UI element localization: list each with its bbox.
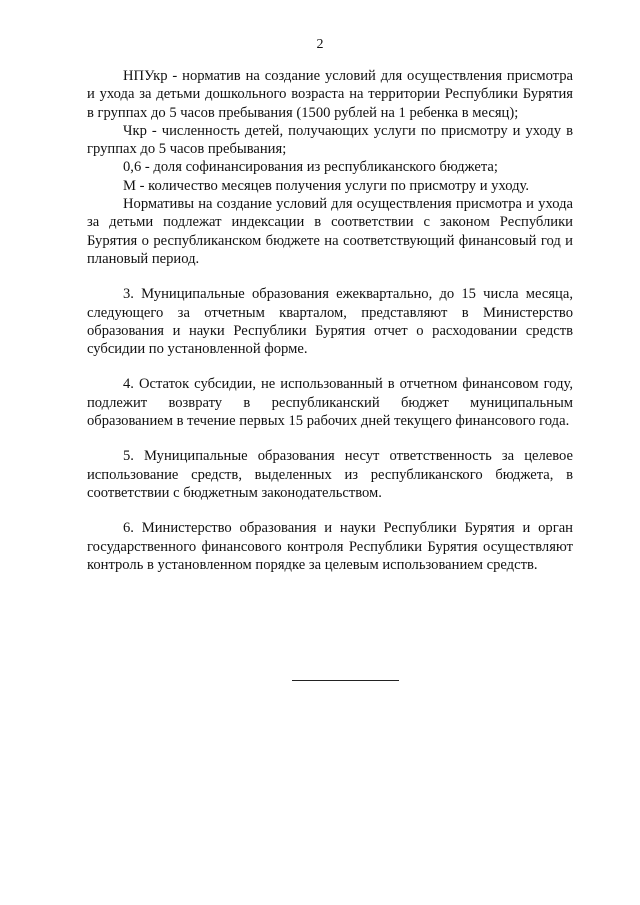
page-number: 2 <box>316 37 324 52</box>
indexation-paragraph: Нормативы на создание условий для осуществления присмотра и ухода за детьми подлежат индексации в соответствии с законом Республики Бурятия о республиканском бюджете на соответствующий финансовый год и плановый период. <box>87 196 573 267</box>
paragraph-gap <box>87 502 573 519</box>
paragraph-gap <box>87 430 573 447</box>
clause-4: 4. Остаток субсидии, не использованный в отчетном финансовом году, подлежит возврату в республиканский бюджет муниципальным образованием в течение первых 15 рабочих дней текущего финансового года. <box>87 376 573 430</box>
legend-cofinancing-share: 0,6 - доля софинансирования из республиканского бюджета; <box>123 159 498 176</box>
clause-3: 3. Муниципальные образования ежеквартально, до 15 числа месяца, следующего за отчетным кварталом, представляют в Министерство образования и науки Республики Бурятия отчет о расходовании средств субсидии по установленной форме. <box>87 286 573 358</box>
paragraph-gap <box>87 268 573 285</box>
clause-5: 5. Муниципальные образования несут ответственность за целевое использование средств, выделенных из республиканского бюджета, в соответствии с бюджетным законодательством. <box>87 448 573 501</box>
paragraph-gap <box>87 358 573 375</box>
clause-6: 6. Министерство образования и науки Республики Бурятия и орган государственного финансового контроля Республики Бурятия осуществляют контроль в установленном порядке за целевым использованием средств. <box>87 520 573 573</box>
legend-chkr: Чкр - численность детей, получающих услуги по присмотру и уходу в группах до 5 часов пребывания; <box>87 122 573 158</box>
legend-months: М - количество месяцев получения услуги по присмотру и уходу. <box>123 177 530 194</box>
legend-npukr: НПУкр - норматив на создание условий для осуществления присмотра и ухода за детьми дошкольного возраста на территории Республики Бурятия в группах до 5 часов пребывания (1500 рублей на 1 ребенка в месяц); <box>87 68 573 121</box>
document-body <box>87 67 573 574</box>
closing-rule-line <box>292 680 399 681</box>
